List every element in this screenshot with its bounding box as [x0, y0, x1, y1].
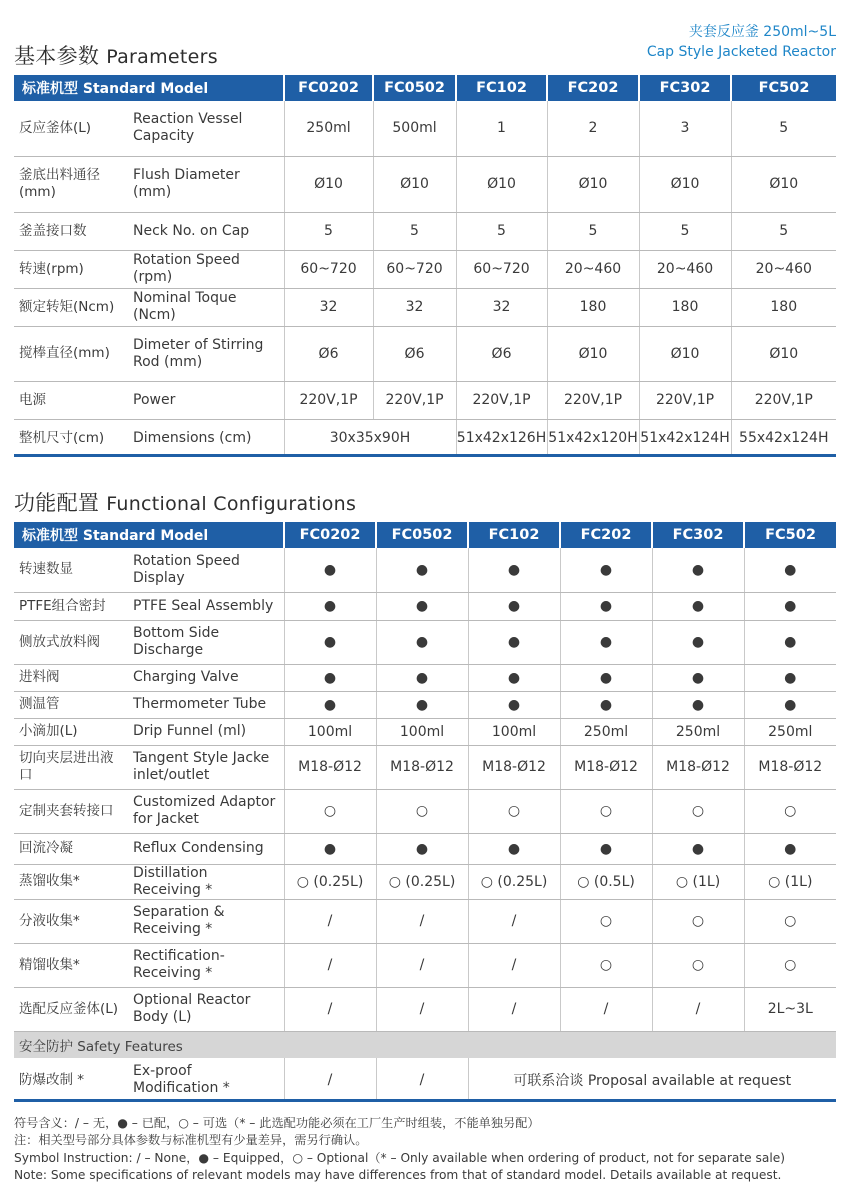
row-value: ●	[652, 664, 744, 691]
row-value: ●	[284, 548, 376, 592]
row-value: 5	[731, 212, 836, 250]
row-label-en: Dimensions (cm)	[133, 429, 252, 446]
row-label-zh: PTFE组合密封	[14, 592, 125, 620]
row-value: ○	[468, 789, 560, 833]
row-label-en: Bottom Side Discharge	[125, 620, 284, 664]
row-value: 500ml	[373, 101, 456, 156]
footnotes	[14, 1115, 785, 1184]
row-value: 3	[639, 101, 731, 156]
model-header: FC0202	[284, 522, 376, 548]
row-value: Ø6	[456, 326, 547, 381]
row-label-zh: 额定转矩(Ncm)	[14, 288, 125, 326]
row-value: ●	[744, 548, 836, 592]
row-value: ●	[652, 620, 744, 664]
row-value: ●	[468, 592, 560, 620]
row-label-en: Drip Funnel (ml)	[125, 718, 284, 745]
row-value: 250ml	[284, 101, 373, 156]
row-value: 5	[284, 212, 373, 250]
model-header: FC0502	[373, 75, 456, 101]
row-value: 220V,1P	[731, 381, 836, 419]
row-value: ○	[376, 789, 468, 833]
parameters-title-zh: 基本参数	[14, 44, 100, 68]
row-label-en: Customized Adaptor for Jacket	[125, 789, 284, 833]
row-value: 180	[731, 288, 836, 326]
row-label-en: Reaction Vessel Capacity	[125, 101, 284, 156]
symbol-legend-zh: 符号含义：/ – 无，● – 已配，○ – 可选（* – 此选配功能必须在工厂生产时组装，不能单独另配）	[14, 1116, 540, 1130]
row-value: 20~460	[731, 250, 836, 288]
row-label-en: Nominal Toque (Ncm)	[125, 288, 284, 326]
row-value: 5	[639, 212, 731, 250]
parameter-row	[14, 381, 836, 419]
row-value: M18-Ø12	[560, 745, 652, 789]
row-value: 220V,1P	[456, 381, 547, 419]
model-header: FC302	[639, 75, 731, 101]
row-value: ●	[560, 592, 652, 620]
row-label-zh: 釜底出料通径(mm)	[14, 156, 125, 212]
row-value: ○	[560, 899, 652, 943]
configuration-row	[14, 592, 836, 620]
row-value: 32	[456, 288, 547, 326]
row-value: 51x42x124H	[639, 419, 731, 457]
row-value: ●	[284, 691, 376, 718]
row-value: ●	[468, 833, 560, 864]
configurations-table	[14, 522, 836, 1102]
symbol-legend-en: Symbol Instruction: / – None，● – Equipped，○ – Optional（* – Only available when ordering of product, not for separate sale)	[14, 1150, 785, 1165]
parameter-row	[14, 326, 836, 381]
row-value: 180	[547, 288, 639, 326]
row-value: ●	[376, 691, 468, 718]
parameters-header-row	[14, 75, 836, 101]
row-value: ○	[284, 789, 376, 833]
table-bottom-rule	[14, 454, 836, 457]
row-value: ○	[652, 899, 744, 943]
model-header: FC502	[731, 75, 836, 101]
safety-section-row	[14, 1031, 836, 1058]
row-value: Ø10	[456, 156, 547, 212]
row-value: ○	[744, 943, 836, 987]
row-label-en: Rectification-Receiving *	[125, 943, 284, 987]
model-header: FC202	[547, 75, 639, 101]
row-value: ●	[468, 664, 560, 691]
row-value: 220V,1P	[547, 381, 639, 419]
row-value: ●	[652, 833, 744, 864]
model-header: FC102	[456, 75, 547, 101]
row-value: ●	[744, 620, 836, 664]
parameters-title-en: Parameters	[106, 46, 218, 68]
row-label-en: Flush Diameter (mm)	[125, 156, 284, 212]
row-label-en: Tangent Style Jacke inlet/outlet	[125, 745, 284, 789]
row-value: ●	[468, 691, 560, 718]
row-value: ●	[744, 691, 836, 718]
row-value: /	[560, 987, 652, 1031]
parameters-title	[14, 40, 218, 70]
row-value: 220V,1P	[373, 381, 456, 419]
merged-dimension-value: 30x35x90H	[284, 419, 456, 457]
row-value: 250ml	[744, 718, 836, 745]
row-label-en: Ex-proof Modification *	[133, 1063, 230, 1096]
row-value: ●	[560, 664, 652, 691]
row-value: 2	[547, 101, 639, 156]
row-value: M18-Ø12	[284, 745, 376, 789]
row-value: /	[468, 899, 560, 943]
configurations-body	[14, 548, 836, 1102]
explosion-proof-row	[14, 1058, 836, 1102]
row-label-zh: 分液收集*	[14, 899, 125, 943]
row-value: ●	[468, 620, 560, 664]
row-value: /	[284, 1058, 376, 1102]
row-value: M18-Ø12	[468, 745, 560, 789]
row-value: M18-Ø12	[744, 745, 836, 789]
row-value: 1	[456, 101, 547, 156]
product-heading	[647, 22, 836, 62]
row-label-en: Rotation Speed (rpm)	[125, 250, 284, 288]
row-value: 180	[639, 288, 731, 326]
row-value: ○ (0.25L)	[376, 864, 468, 899]
row-label-zh: 转速(rpm)	[14, 250, 125, 288]
row-value: ○ (0.5L)	[560, 864, 652, 899]
row-value: ○	[560, 789, 652, 833]
row-label-zh: 搅棒直径(mm)	[14, 326, 125, 381]
product-name-en: Cap Style Jacketed Reactor	[646, 44, 836, 60]
row-label-en: Optional Reactor Body (L)	[125, 987, 284, 1031]
row-value: Ø10	[547, 156, 639, 212]
row-label-zh: 电源	[14, 381, 125, 419]
row-value: 60~720	[456, 250, 547, 288]
row-value: ●	[284, 620, 376, 664]
row-label-en: Dimeter of Stirring Rod (mm)	[125, 326, 284, 381]
row-value: /	[284, 943, 376, 987]
row-label-en: Separation & Receiving *	[125, 899, 284, 943]
row-value: ●	[652, 691, 744, 718]
row-value: 32	[284, 288, 373, 326]
row-value: ●	[652, 592, 744, 620]
row-value: Ø6	[373, 326, 456, 381]
dimensions-row	[14, 419, 836, 457]
row-value: ●	[284, 664, 376, 691]
row-value: Ø10	[373, 156, 456, 212]
configuration-row	[14, 718, 836, 745]
row-value: ○	[652, 789, 744, 833]
row-value: ●	[284, 833, 376, 864]
row-value: /	[468, 987, 560, 1031]
parameter-row	[14, 288, 836, 326]
row-label-zh: 小滴加(L)	[14, 718, 125, 745]
row-value: /	[652, 987, 744, 1031]
row-label-zh: 进料阀	[14, 664, 125, 691]
row-value: 51x42x126H	[456, 419, 547, 457]
parameters-table	[14, 75, 836, 457]
row-value: ○	[560, 943, 652, 987]
row-value: 2L~3L	[744, 987, 836, 1031]
row-value: ●	[376, 592, 468, 620]
standard-model-header: 标准机型 Standard Model	[14, 522, 284, 548]
row-value: ●	[468, 548, 560, 592]
model-header: FC0502	[376, 522, 468, 548]
row-label-zh: 转速数显	[14, 548, 125, 592]
row-value: ●	[560, 548, 652, 592]
row-value: 60~720	[284, 250, 373, 288]
row-value: 55x42x124H	[731, 419, 836, 457]
note-en: Note: Some specifications of relevant models may have differences from that of standard model. Details available at request.	[14, 1167, 782, 1182]
row-label-zh: 侧放式放料阀	[14, 620, 125, 664]
row-label-en: Thermometer Tube	[125, 691, 284, 718]
row-value: ●	[376, 548, 468, 592]
configuration-row	[14, 943, 836, 987]
row-value: M18-Ø12	[376, 745, 468, 789]
row-value: 20~460	[639, 250, 731, 288]
parameter-row	[14, 156, 836, 212]
row-label-zh: 定制夹套转接口	[14, 789, 125, 833]
row-value: Ø10	[639, 156, 731, 212]
row-value: ○ (0.25L)	[468, 864, 560, 899]
row-value: 250ml	[652, 718, 744, 745]
row-value: 100ml	[376, 718, 468, 745]
configuration-row	[14, 691, 836, 718]
row-value: ●	[652, 548, 744, 592]
row-value: ○ (0.25L)	[284, 864, 376, 899]
row-label-zh: 防爆改制 *	[19, 1071, 85, 1088]
row-value: ○	[652, 943, 744, 987]
row-label-zh: 整机尺寸(cm)	[19, 429, 105, 446]
row-value: 100ml	[284, 718, 376, 745]
row-value: 51x42x120H	[547, 419, 639, 457]
row-value: ●	[744, 664, 836, 691]
row-label-en: Power	[125, 381, 284, 419]
row-value: Ø10	[731, 156, 836, 212]
row-label-en: Distillation Receiving *	[125, 864, 284, 899]
note-zh: 注：相关型号部分具体参数与标准机型有少量差异，需另行确认。	[14, 1133, 368, 1148]
row-value: Ø10	[547, 326, 639, 381]
row-value: ○	[744, 789, 836, 833]
configuration-row	[14, 745, 836, 789]
row-value: ●	[376, 620, 468, 664]
row-value: 32	[373, 288, 456, 326]
row-value: /	[376, 899, 468, 943]
row-value: 20~460	[547, 250, 639, 288]
row-value: Ø10	[639, 326, 731, 381]
row-value: Ø10	[284, 156, 373, 212]
row-label-zh: 蒸馏收集*	[14, 864, 125, 899]
row-value: ○ (1L)	[744, 864, 836, 899]
configuration-row	[14, 789, 836, 833]
configuration-row	[14, 899, 836, 943]
configuration-row	[14, 987, 836, 1031]
row-value: ●	[376, 833, 468, 864]
row-value: 5	[731, 101, 836, 156]
row-value: ●	[284, 592, 376, 620]
row-value: 220V,1P	[284, 381, 373, 419]
model-header: FC502	[744, 522, 836, 548]
product-name-zh: 夹套反应釜 250ml~5L	[688, 24, 836, 40]
row-value: ●	[744, 592, 836, 620]
row-value: /	[284, 987, 376, 1031]
row-label-zh: 回流冷凝	[14, 833, 125, 864]
row-label-zh: 测温管	[14, 691, 125, 718]
row-value: M18-Ø12	[652, 745, 744, 789]
model-header: FC0202	[284, 75, 373, 101]
row-label-en: Reflux Condensing	[125, 833, 284, 864]
row-value: 5	[373, 212, 456, 250]
configurations-header-row	[14, 522, 836, 548]
configuration-row	[14, 833, 836, 864]
row-value: ●	[376, 664, 468, 691]
row-label-en: PTFE Seal Assembly	[125, 592, 284, 620]
row-label-zh: 精馏收集*	[14, 943, 125, 987]
model-header: FC202	[560, 522, 652, 548]
configurations-title-zh: 功能配置	[14, 491, 100, 515]
row-label-zh: 选配反应釜体(L)	[14, 987, 125, 1031]
row-label-en: Charging Valve	[125, 664, 284, 691]
parameter-row	[14, 101, 836, 156]
merged-proposal-value: 可联系洽谈 Proposal available at request	[468, 1058, 836, 1102]
parameter-row	[14, 212, 836, 250]
row-value: /	[376, 987, 468, 1031]
configuration-row	[14, 864, 836, 899]
configuration-row	[14, 664, 836, 691]
row-value: 5	[456, 212, 547, 250]
row-value: 100ml	[468, 718, 560, 745]
configurations-title-en: Functional Configurations	[106, 493, 357, 515]
row-value: ○	[744, 899, 836, 943]
table-bottom-rule	[14, 1099, 836, 1102]
row-value: ●	[560, 620, 652, 664]
model-header: FC102	[468, 522, 560, 548]
configuration-row	[14, 548, 836, 592]
row-value: /	[376, 943, 468, 987]
configurations-title	[14, 487, 356, 517]
row-value: /	[468, 943, 560, 987]
model-header: FC302	[652, 522, 744, 548]
row-value: /	[284, 899, 376, 943]
row-value: 250ml	[560, 718, 652, 745]
row-label-en: Neck No. on Cap	[125, 212, 284, 250]
row-value: ●	[744, 833, 836, 864]
row-value: ●	[560, 833, 652, 864]
row-value: Ø10	[731, 326, 836, 381]
parameter-row	[14, 250, 836, 288]
row-value: ●	[560, 691, 652, 718]
row-label-zh: 反应釜体(L)	[14, 101, 125, 156]
configuration-row	[14, 620, 836, 664]
row-value: 5	[547, 212, 639, 250]
row-label-en: Rotation Speed Display	[125, 548, 284, 592]
safety-section-label: 安全防护 Safety Features	[14, 1031, 836, 1058]
standard-model-header: 标准机型 Standard Model	[14, 75, 284, 101]
row-label-zh: 切向夹层进出液口	[14, 745, 125, 789]
row-value: 60~720	[373, 250, 456, 288]
row-label-zh: 釜盖接口数	[14, 212, 125, 250]
row-value: Ø6	[284, 326, 373, 381]
row-value: /	[376, 1058, 468, 1102]
row-value: ○ (1L)	[652, 864, 744, 899]
row-value: 220V,1P	[639, 381, 731, 419]
